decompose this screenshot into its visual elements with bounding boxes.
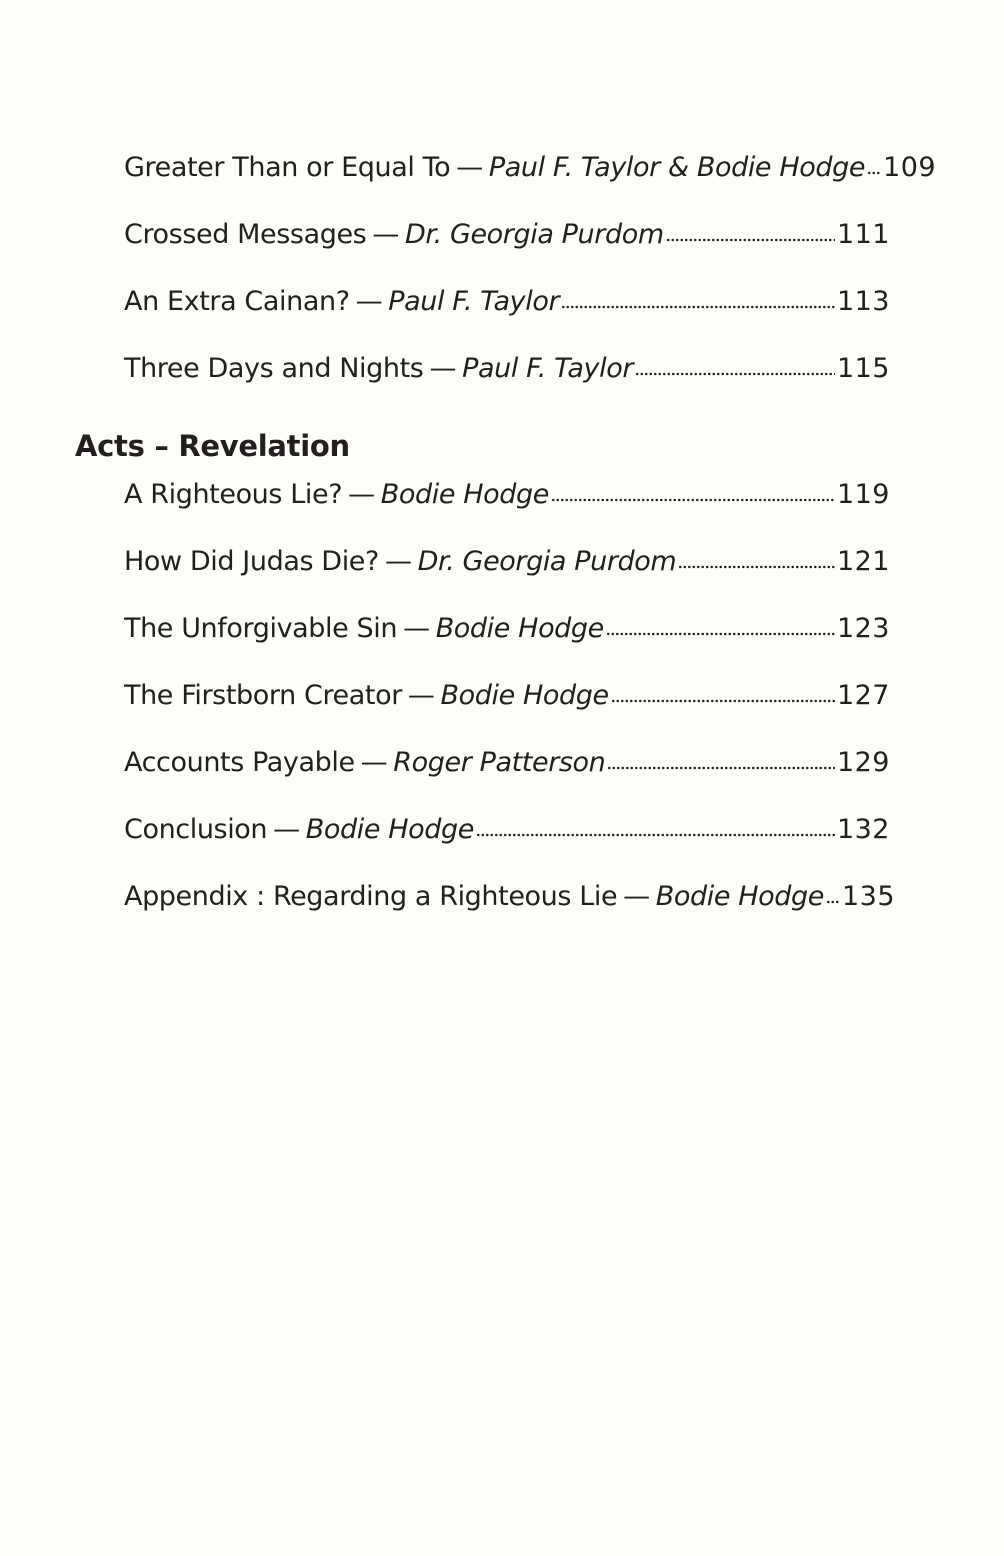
entry-author: Dr. Georgia Purdom bbox=[417, 546, 677, 577]
dot-leader bbox=[826, 899, 840, 905]
entry-title: Accounts Payable bbox=[124, 747, 355, 778]
dot-leader bbox=[476, 832, 835, 838]
entry-separator: — bbox=[360, 747, 388, 778]
entry-page-number: 129 bbox=[836, 747, 890, 778]
entry-title: Appendix : Regarding a Righteous Lie bbox=[124, 881, 618, 912]
entry-title: Greater Than or Equal To bbox=[124, 152, 451, 183]
dot-leader bbox=[867, 170, 881, 176]
section-heading: Acts – Revelation bbox=[75, 429, 350, 463]
entry-page-number: 132 bbox=[836, 814, 890, 845]
entry-title: Conclusion bbox=[124, 814, 268, 845]
entry-author: Bodie Hodge bbox=[440, 680, 609, 711]
dot-leader bbox=[606, 631, 835, 637]
toc-entry bbox=[124, 347, 890, 414]
entry-title: Three Days and Nights bbox=[124, 353, 424, 384]
entry-page-number: 111 bbox=[836, 219, 890, 250]
entry-author: Bodie Hodge bbox=[435, 613, 604, 644]
entry-page-number: 109 bbox=[883, 152, 937, 183]
entry-separator: — bbox=[403, 613, 430, 644]
entry-separator: — bbox=[623, 881, 650, 912]
entry-page-number: 135 bbox=[841, 881, 896, 912]
entry-author: Dr. Georgia Purdom bbox=[404, 219, 664, 250]
toc-entry bbox=[124, 741, 890, 808]
entry-page-number: 123 bbox=[836, 613, 890, 644]
toc-entry bbox=[124, 213, 890, 280]
entry-author: Bodie Hodge bbox=[655, 881, 824, 912]
dot-leader bbox=[551, 497, 835, 503]
toc-group-gospels bbox=[124, 146, 937, 414]
entry-separator: — bbox=[273, 814, 300, 845]
entry-separator: — bbox=[384, 546, 412, 577]
dot-leader bbox=[611, 698, 835, 704]
entry-page-number: 115 bbox=[836, 353, 890, 384]
entry-title: An Extra Cainan? bbox=[124, 286, 350, 317]
entry-author: Bodie Hodge bbox=[305, 814, 474, 845]
entry-author: Paul F. Taylor & Bodie Hodge bbox=[488, 152, 866, 183]
entry-separator: — bbox=[348, 479, 375, 510]
entry-title: The Unforgivable Sin bbox=[124, 613, 398, 644]
toc-entry bbox=[124, 808, 890, 875]
entry-page-number: 127 bbox=[836, 680, 890, 711]
toc-entry bbox=[124, 540, 890, 607]
dot-leader bbox=[666, 237, 835, 243]
entry-title: Crossed Messages bbox=[124, 219, 367, 250]
entry-separator: — bbox=[372, 219, 399, 250]
toc-entry bbox=[124, 280, 890, 347]
entry-author: Roger Patterson bbox=[393, 747, 606, 778]
entry-separator: — bbox=[429, 353, 457, 384]
toc-entry bbox=[124, 875, 896, 942]
entry-separator: — bbox=[407, 680, 435, 711]
dot-leader bbox=[607, 765, 835, 771]
entry-author: Bodie Hodge bbox=[380, 479, 549, 510]
entry-author: Paul F. Taylor bbox=[388, 286, 560, 317]
toc-entry bbox=[124, 674, 890, 741]
dot-leader bbox=[561, 304, 835, 310]
toc-group-acts-revelation bbox=[124, 473, 896, 942]
entry-page-number: 121 bbox=[836, 546, 890, 577]
entry-author: Paul F. Taylor bbox=[462, 353, 634, 384]
entry-title: How Did Judas Die? bbox=[124, 546, 379, 577]
entry-title: A Righteous Lie? bbox=[124, 479, 343, 510]
entry-page-number: 119 bbox=[836, 479, 890, 510]
dot-leader bbox=[678, 564, 835, 570]
entry-page-number: 113 bbox=[836, 286, 890, 317]
toc-entry bbox=[124, 607, 890, 674]
entry-title: The Firstborn Creator bbox=[124, 680, 402, 711]
dot-leader bbox=[635, 371, 835, 377]
entry-separator: — bbox=[355, 286, 383, 317]
toc-entry bbox=[124, 146, 937, 213]
entry-separator: — bbox=[456, 152, 483, 183]
toc-entry bbox=[124, 473, 890, 540]
